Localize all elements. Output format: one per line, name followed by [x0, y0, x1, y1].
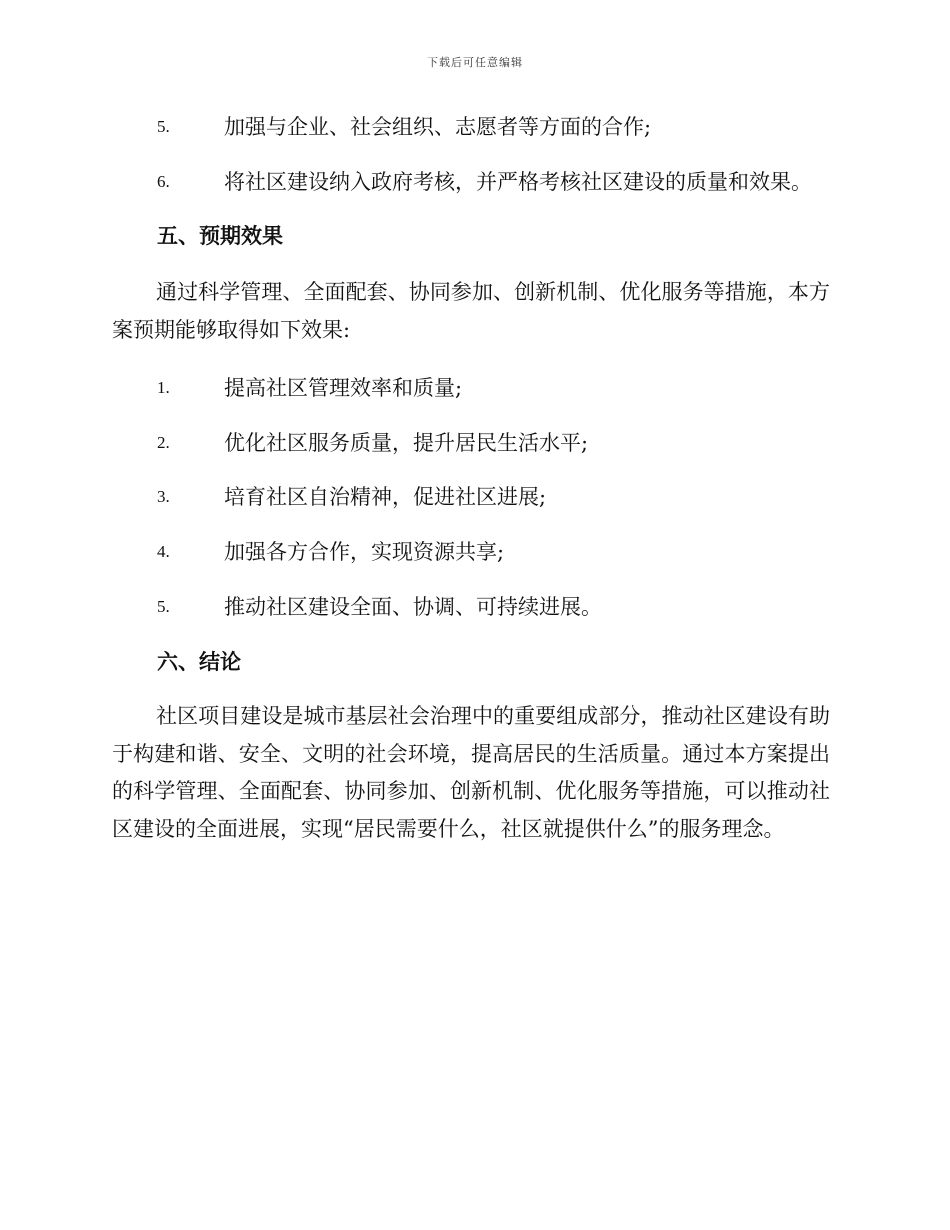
list-text: 推动社区建设全面、协调、可持续进展。 — [224, 595, 602, 619]
list-text: 培育社区自治精神，促进社区进展; — [224, 485, 547, 509]
list-number: 6. — [157, 172, 170, 191]
list-text: 提高社区管理效率和质量; — [224, 376, 463, 400]
list-item — [0, 109, 950, 145]
header-note: 下载后可任意编辑 — [427, 56, 523, 69]
list-item — [0, 164, 950, 200]
list-item — [0, 425, 950, 461]
section-heading-expected-results: 五、预期效果 — [157, 224, 283, 248]
list-item — [0, 370, 950, 406]
section-heading-conclusion: 六、结论 — [157, 650, 241, 674]
list-number: 2. — [157, 433, 170, 452]
list-text: 加强与企业、社会组织、志愿者等方面的合作; — [224, 115, 652, 139]
conclusion-paragraph: 社区项目建设是城市基层社会治理中的重要组成部分，推动社区建设有助于构建和谐、安全、文明的社会环境，提高居民的生活质量。通过本方案提出的科学管理、全面配套、协同参加、创新机制、优化服务等措施，可以推动社区建设的全面进展，实现“居民需要什么，社区就提供什么”的服务理念。 — [112, 704, 830, 841]
list-item — [0, 534, 950, 570]
section5-intro-paragraph: 通过科学管理、全面配套、协同参加、创新机制、优化服务等措施，本方案预期能够取得如下效果: — [112, 280, 830, 342]
list-text: 加强各方合作，实现资源共享; — [224, 540, 505, 564]
list-number: 4. — [157, 542, 170, 561]
list-text: 将社区建设纳入政府考核，并严格考核社区建设的质量和效果。 — [224, 170, 812, 194]
list-number: 1. — [157, 378, 170, 397]
list-number: 3. — [157, 487, 170, 506]
list-number: 5. — [157, 597, 170, 616]
list-item — [0, 479, 950, 515]
list-number: 5. — [157, 117, 170, 136]
list-item — [0, 589, 950, 625]
list-text: 优化社区服务质量，提升居民生活水平; — [224, 431, 589, 455]
